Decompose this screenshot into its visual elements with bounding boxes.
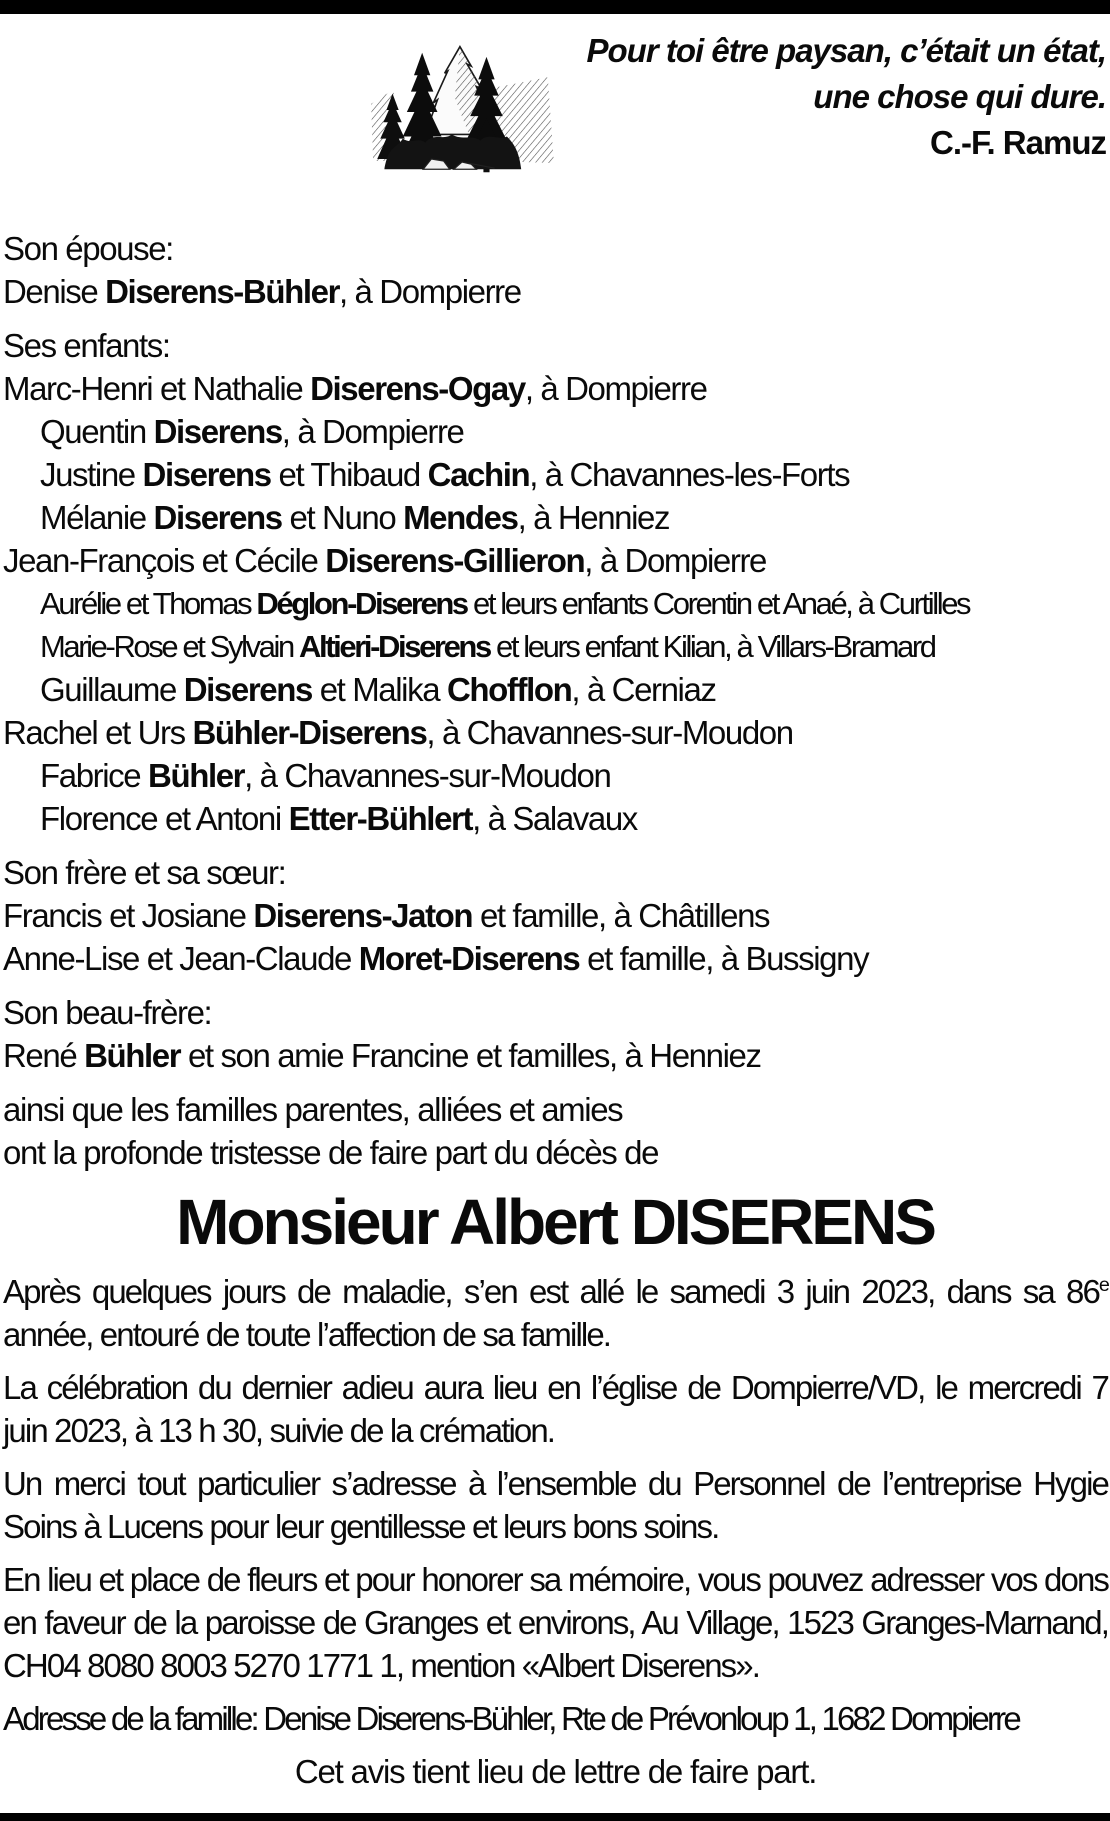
surname-bold: Déglon-Diserens (256, 586, 467, 621)
text-segment: Adresse de la famille: Denise Diserens-Bühler, Rte de Prévonloup 1, 1682 Dompierre (3, 1700, 1019, 1737)
label-spouse (3, 227, 1108, 270)
surname-bold: Diserens (153, 413, 282, 450)
text-segment: Anne-Lise et Jean-Claude (3, 940, 359, 977)
text-segment: La célébration du dernier adieu aura lieu en l’église de Dompierre/VD, le mercredi 7 juin 2023, à 13 h 30, suivie de la crémation. (3, 1369, 1108, 1449)
epigraph (587, 28, 1106, 166)
text-segment: Rachel et Urs (3, 714, 193, 751)
text-segment: Francis et Josiane (3, 897, 254, 934)
surname-bold: Diserens (142, 456, 271, 493)
family-line (3, 711, 1108, 754)
superscript: e (1098, 1274, 1108, 1296)
text-segment: Cet avis tient lieu de lettre de faire part. (294, 1753, 817, 1790)
text-segment: Denise (3, 273, 106, 310)
deceased-name: Monsieur Albert DISERENS (176, 1186, 934, 1258)
text-segment: Son frère et sa sœur: (3, 854, 286, 891)
text-segment: et Nuno (281, 499, 404, 536)
surname-bold: Diserens-Ogay (310, 370, 525, 407)
forest-mountain-illustration (366, 38, 560, 184)
surname-bold: Chofflon (446, 671, 572, 708)
text-segment: , à Dompierre (524, 370, 707, 407)
text-segment: et Thibaud (270, 456, 428, 493)
text-segment: Aurélie et Thomas (40, 586, 257, 621)
text-segment: Ses enfants: (3, 327, 170, 364)
surname-bold: Bühler-Diserens (192, 714, 427, 751)
text-segment: ont la profonde tristesse de faire part du décès de (3, 1134, 659, 1171)
closing-intro-line (3, 1088, 1108, 1131)
text-segment: , à Salavaux (472, 800, 637, 837)
bottom-border-rule (0, 1813, 1110, 1821)
text-segment: En lieu et place de fleurs et pour honorer sa mémoire, vous pouvez adresser vos dons en faveur de la paroisse de Granges et environs, Au Village, 1523 Granges-Marnand, CH04 8080 8003 5270 1771 1, mention «Albert Diserens». (3, 1561, 1108, 1684)
text-segment: Florence et Antoni (40, 800, 289, 837)
family-line (3, 270, 1108, 313)
epigraph-line-2: une chose qui dure. (813, 78, 1106, 115)
text-segment: ainsi que les familles parentes, alliées et amies (3, 1091, 623, 1128)
paragraphs (3, 1270, 1108, 1793)
epigraph-line-1: Pour toi être paysan, c’était un état, (586, 32, 1106, 69)
text-segment: Marie-Rose et Sylvain (40, 629, 300, 664)
text-segment: Marc-Henri et Nathalie (3, 370, 311, 407)
text-segment: et son amie Francine et familles, à Henniez (180, 1037, 761, 1074)
text-segment: Fabrice (40, 757, 149, 794)
family-line (3, 625, 1108, 668)
family-list (3, 227, 1108, 1174)
text-segment: Son beau-frère: (3, 994, 212, 1031)
epigraph-author: C.-F. Ramuz (929, 124, 1106, 161)
surname-bold: Cachin (427, 456, 530, 493)
text-segment: et famille, à Châtillens (472, 897, 770, 934)
label-children (3, 324, 1108, 367)
text-segment: , à Dompierre (281, 413, 464, 450)
surname-bold: Diserens-Jaton (253, 897, 473, 934)
surname-bold: Etter-Bühlert (288, 800, 473, 837)
header (0, 14, 1110, 227)
text-segment: , à Chavannes-sur-Moudon (244, 757, 611, 794)
family-line (3, 754, 1108, 797)
ceremony-paragraph (3, 1366, 1108, 1452)
text-segment: , à Henniez (517, 499, 670, 536)
surname-bold: Diserens-Bühler (105, 273, 340, 310)
closing-notice-line (3, 1750, 1108, 1793)
death-announcement-paragraph (3, 1270, 1108, 1356)
text-segment: année, entouré de toute l’affection de sa famille. (3, 1316, 611, 1353)
family-line (3, 1034, 1108, 1077)
family-address-line (3, 1697, 1108, 1740)
text-segment: Son épouse: (3, 230, 173, 267)
text-segment: , à Cerniaz (571, 671, 716, 708)
donations-paragraph (3, 1558, 1108, 1687)
family-line (3, 582, 1108, 625)
text-segment: Après quelques jours de maladie, s’en est allé le samedi 3 juin 2023, dans sa 86 (3, 1273, 1099, 1310)
family-line (3, 894, 1108, 937)
surname-bold: Mendes (403, 499, 518, 536)
label-brother-in-law (3, 991, 1108, 1034)
surname-bold: Bühler (148, 757, 245, 794)
family-line (3, 410, 1108, 453)
text-segment: Jean-François et Cécile (3, 542, 326, 579)
family-line (3, 797, 1108, 840)
family-line (3, 496, 1108, 539)
surname-bold: Diserens (153, 499, 282, 536)
top-border-rule (0, 0, 1110, 14)
text-segment: Justine (40, 456, 143, 493)
family-line (3, 453, 1108, 496)
text-segment: et leurs enfant Kilian, à Villars-Bramard (489, 629, 935, 664)
text-segment: et famille, à Bussigny (579, 940, 869, 977)
text-segment: Guillaume (40, 671, 184, 708)
closing-intro-line (3, 1131, 1108, 1174)
text-segment: , à Dompierre (584, 542, 766, 579)
thanks-paragraph (3, 1462, 1108, 1548)
family-line (3, 668, 1108, 711)
text-segment: , à Dompierre (339, 273, 521, 310)
text-segment: Un merci tout particulier s’adresse à l’ensemble du Personnel de l’entreprise Hygie Soins à Lucens pour leur gentillesse et leurs bons soins. (3, 1465, 1108, 1545)
surname-bold: Diserens (183, 671, 312, 708)
family-line (3, 367, 1108, 410)
family-line (3, 937, 1108, 980)
surname-bold: Bühler (84, 1037, 181, 1074)
label-siblings (3, 851, 1108, 894)
surname-bold: Diserens-Gillieron (325, 542, 585, 579)
family-line (3, 539, 1108, 582)
text-segment: Quentin (40, 413, 154, 450)
surname-bold: Altieri-Diserens (299, 629, 490, 664)
text-segment: René (3, 1037, 85, 1074)
surname-bold: Moret-Diserens (358, 940, 580, 977)
text-segment: Mélanie (40, 499, 154, 536)
text-segment: , à Chavannes-sur-Moudon (426, 714, 793, 751)
text-segment: et Malika (311, 671, 447, 708)
text-segment: et leurs enfants Corentin et Anaé, à Curtilles (466, 586, 970, 621)
text-segment: , à Chavannes-les-Forts (529, 456, 850, 493)
